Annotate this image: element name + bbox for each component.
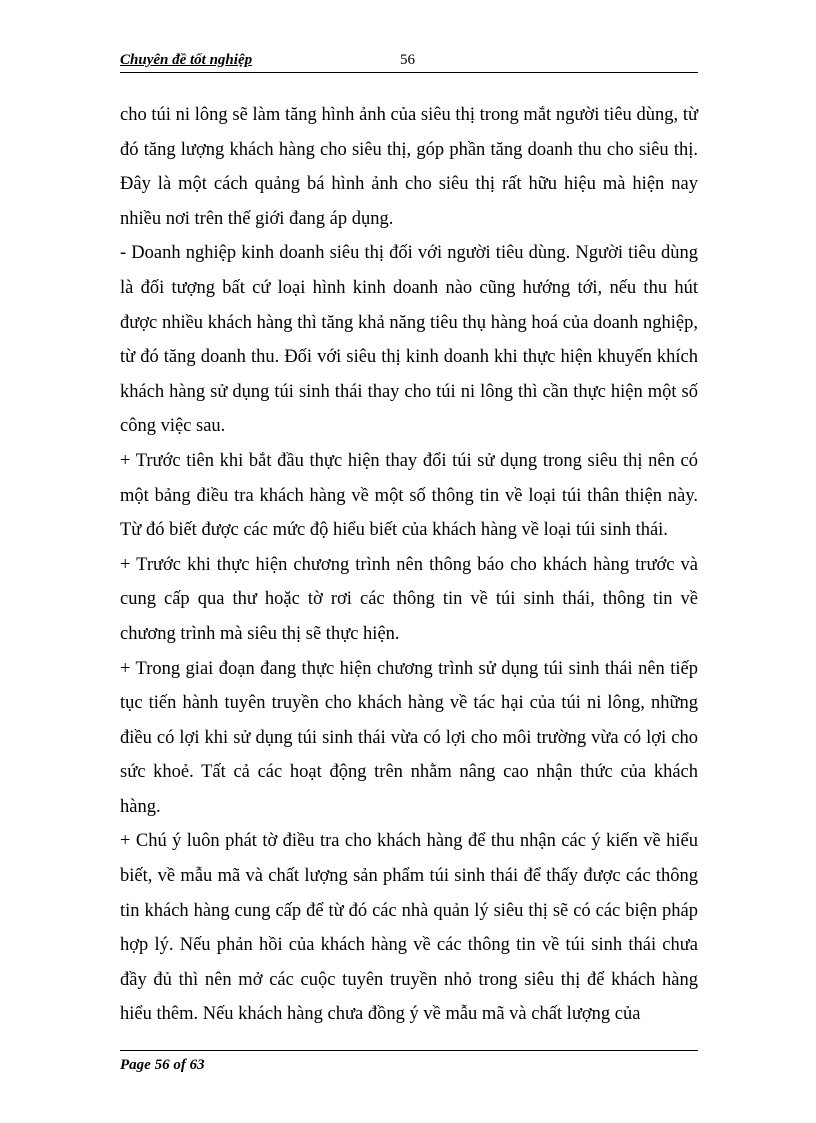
- paragraph: cho túi ni lông sẽ làm tăng hình ảnh của siêu thị trong mắt người tiêu dùng, từ đó tăng lượng khách hàng cho siêu thị, góp phần tăng doanh thu cho siêu thị. Đây là một cách quảng bá hình ảnh cho siêu thị rất hữu hiệu mà hiện nay nhiều nơi trên thế giới đang áp dụng.: [120, 105, 698, 229]
- paragraph: + Trước tiên khi bắt đầu thực hiện thay đổi túi sử dụng trong siêu thị nên có một bảng điều tra khách hàng về một số thông tin về loại túi thân thiện này. Từ đó biết được các mức độ hiểu biết của khách hàng về loại túi sinh thái.: [120, 450, 698, 541]
- page-footer: [120, 1050, 698, 1073]
- header-page-number: 56: [400, 52, 415, 68]
- footer-page-indicator: Page 56 of 63: [120, 1057, 205, 1073]
- paragraph: + Trong giai đoạn đang thực hiện chương trình sử dụng túi sinh thái nên tiếp tục tiến hành tuyên truyền cho khách hàng về tác hại của túi ni lông, những điều có lợi khi sử dụng túi sinh thái vừa có lợi cho môi trường vừa có lợi cho sức khoẻ. Tất cả các hoạt động trên nhằm nâng cao nhận thức của khách hàng.: [120, 658, 698, 817]
- document-body: [120, 98, 698, 1032]
- page-header: [120, 50, 698, 73]
- paragraph: - Doanh nghiệp kinh doanh siêu thị đối với người tiêu dùng. Người tiêu dùng là đối tượng bất cứ loại hình kinh doanh nào cũng hướng tới, nếu thu hút được nhiều khách hàng thì tăng khả năng tiêu thụ hàng hoá của doanh nghiệp, từ đó tăng doanh thu. Đối với siêu thị kinh doanh khi thực hiện khuyến khích khách hàng sử dụng túi sinh thái thay cho túi ni lông thì cần thực hiện một số công việc sau.: [120, 243, 698, 437]
- paragraph: + Chú ý luôn phát tờ điều tra cho khách hàng để thu nhận các ý kiến về hiểu biết, về mẫu mã và chất lượng sản phẩm túi sinh thái để thấy được các thông tin khách hàng cung cấp để từ đó các nhà quản lý siêu thị sẽ có các biện pháp hợp lý. Nếu phản hồi của khách hàng về các thông tin về túi sinh thái chưa đầy đủ thì nên mở các cuộc tuyên truyền nhỏ trong siêu thị để khách hàng hiểu thêm. Nếu khách hàng chưa đồng ý về mẫu mã và chất lượng của: [120, 831, 698, 1025]
- paragraph: + Trước khi thực hiện chương trình nên thông báo cho khách hàng trước và cung cấp qua thư hoặc tờ rơi các thông tin về túi sinh thái, thông tin về chương trình mà siêu thị sẽ thực hiện.: [120, 554, 698, 644]
- header-title: Chuyên đề tốt nghiệp: [120, 52, 253, 68]
